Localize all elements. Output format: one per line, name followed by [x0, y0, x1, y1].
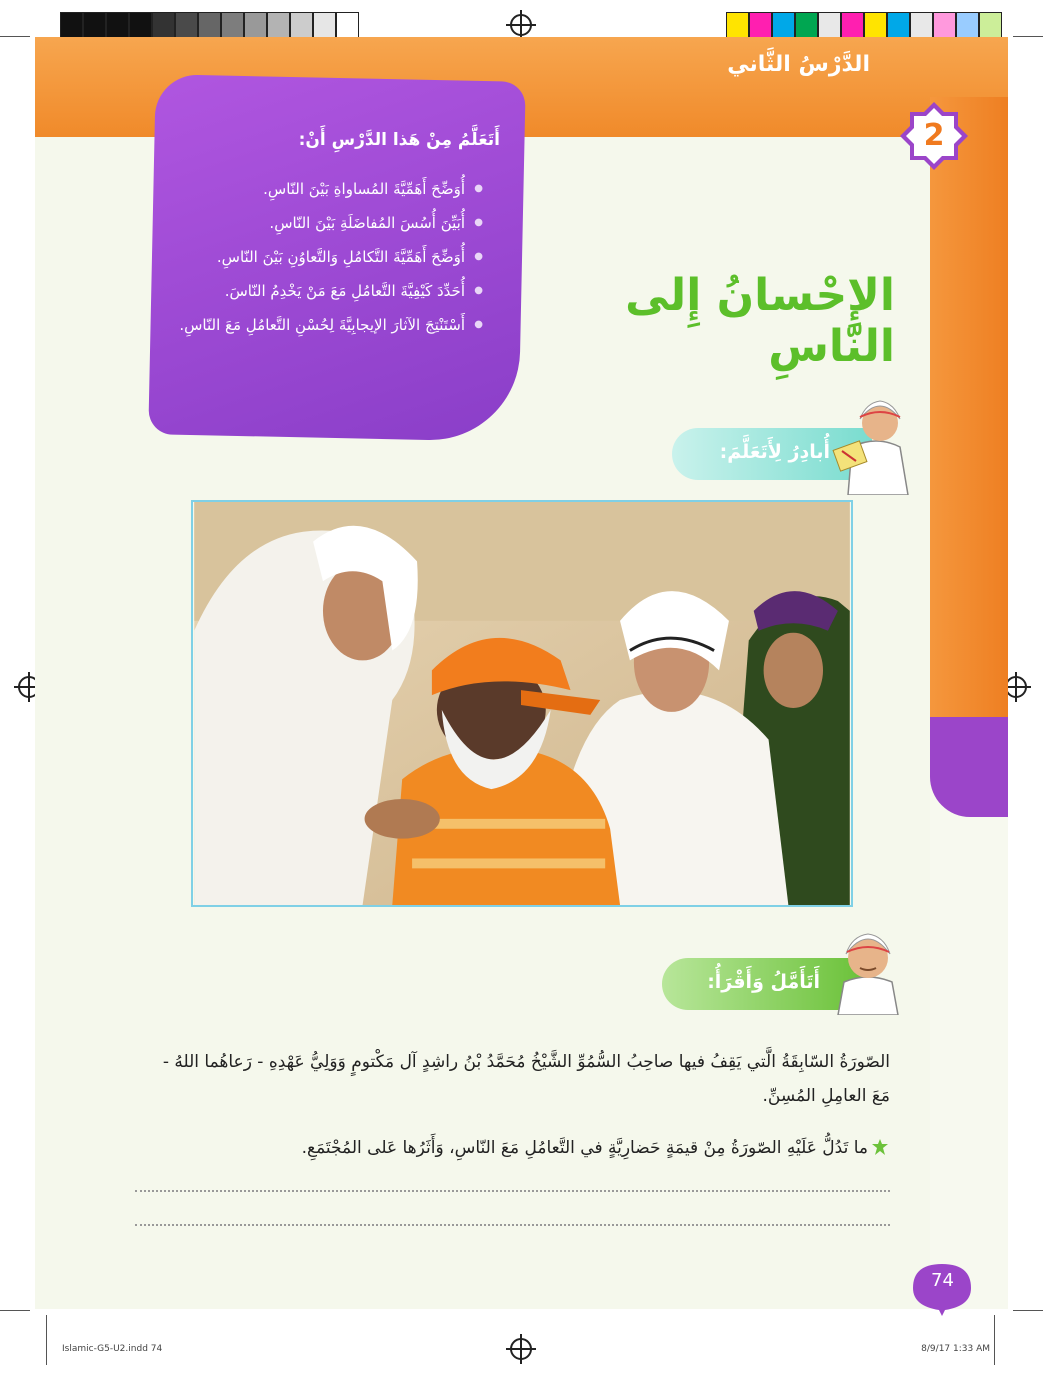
color-swatch [910, 12, 933, 38]
color-swatch [818, 12, 841, 38]
crop-mark [0, 1310, 30, 1311]
objectives-title: أَتَعَلَّمُ مِنْ هَذا الدَّرْسِ أَنْ: [298, 130, 500, 150]
student-thinking-icon [818, 920, 918, 1015]
answer-line[interactable] [135, 1224, 890, 1226]
lesson-label: الدَّرْسُ الثَّاني [727, 52, 870, 77]
color-swatch [336, 12, 359, 38]
color-swatch [267, 12, 290, 38]
color-swatch [198, 12, 221, 38]
objective-item: ● أُبَيِّنَ أُسُسَ المُفاضَلَةِ بَيْنَ النّاسِ. [165, 206, 483, 240]
objectives-list [165, 172, 483, 342]
section-label-reflect: أَتَأَمَّلُ وَأَقْرَأُ: [707, 971, 820, 993]
color-swatch [749, 12, 772, 38]
color-swatch [290, 12, 313, 38]
registration-mark-icon [510, 14, 532, 36]
color-swatch [221, 12, 244, 38]
crop-mark [46, 1315, 47, 1365]
lesson-title: الإِحْسانُ إِلى النّاسِ [625, 270, 895, 372]
photo-leaders-with-elderly-worker [191, 500, 853, 907]
print-timestamp: 8/9/17 1:33 AM [921, 1344, 990, 1354]
objective-item: ● أَسْتَنْتِجَ الآثارَ الإيجابِيَّةَ لِحُسْنِ التَّعامُلِ مَعَ النّاسِ. [165, 308, 483, 342]
registration-mark-icon [1005, 676, 1027, 698]
color-swatch [979, 12, 1002, 38]
color-swatch [175, 12, 198, 38]
objective-item: ● أُحَدِّدَ كَيْفِيَّةَ التَّعامُلِ مَعَ مَنْ يَخْدِمُ النّاسَ. [165, 274, 483, 308]
page-number: 74 [931, 1270, 954, 1291]
registration-mark-icon [510, 1338, 532, 1360]
color-swatch [244, 12, 267, 38]
answer-line[interactable] [135, 1190, 890, 1192]
color-swatch [956, 12, 979, 38]
color-swatch [106, 12, 129, 38]
color-swatch [933, 12, 956, 38]
color-swatch [841, 12, 864, 38]
crop-mark [994, 1315, 995, 1365]
color-swatch [864, 12, 887, 38]
color-swatch [726, 12, 749, 38]
objective-item: ● أُوَضِّحَ أَهَمِّيَّةَ المُساواةِ بَيْنَ النّاسِ. [165, 172, 483, 206]
color-swatch [772, 12, 795, 38]
crop-mark [1013, 36, 1043, 37]
color-swatch [83, 12, 106, 38]
crop-mark [0, 36, 30, 37]
cmyk-color-bar [726, 12, 1002, 38]
file-slug: Islamic-G5-U2.indd 74 [62, 1344, 163, 1354]
question-text: ما تَدُلُّ عَلَيْهِ الصّورَةُ مِنْ قيمَةٍ حَضارِيَّةٍ في التَّعامُلِ مَعَ النّاسِ، وَأَثَرُها عَلى المُجْتَمَعِ. [301, 1138, 868, 1158]
color-swatch [129, 12, 152, 38]
color-swatch [60, 12, 83, 38]
color-swatch [795, 12, 818, 38]
color-swatch [313, 12, 336, 38]
crop-mark [1013, 1310, 1043, 1311]
lesson-number: 2 [923, 118, 945, 153]
color-swatch [887, 12, 910, 38]
color-swatch [152, 12, 175, 38]
student-holding-card-icon [828, 385, 924, 495]
grayscale-color-bar [60, 12, 359, 38]
reading-paragraph: الصّورَةُ السّابِقَةُ الَّتي يَقِفُ فيها صاحِبُ السُّمُوِّ الشَّيْخُ مُحَمَّدُ بْنُ راشِدٍ آل مَكْتومٍ وَوَلِيُّ عَهْدِهِ - رَعاهُما اللهُ - مَعَ العامِلِ المُسِنِّ. [162, 1052, 890, 1106]
section-label-initiate: أُبادِرُ لِأَتَعَلَّمَ: [719, 441, 830, 463]
objective-item: ● أُوَضِّحَ أَهَمِّيَّةَ التَّكامُلِ وَالتَّعاوُنِ بَيْنَ النّاسِ. [165, 240, 483, 274]
side-accent [930, 717, 1008, 817]
side-band [930, 97, 1008, 797]
